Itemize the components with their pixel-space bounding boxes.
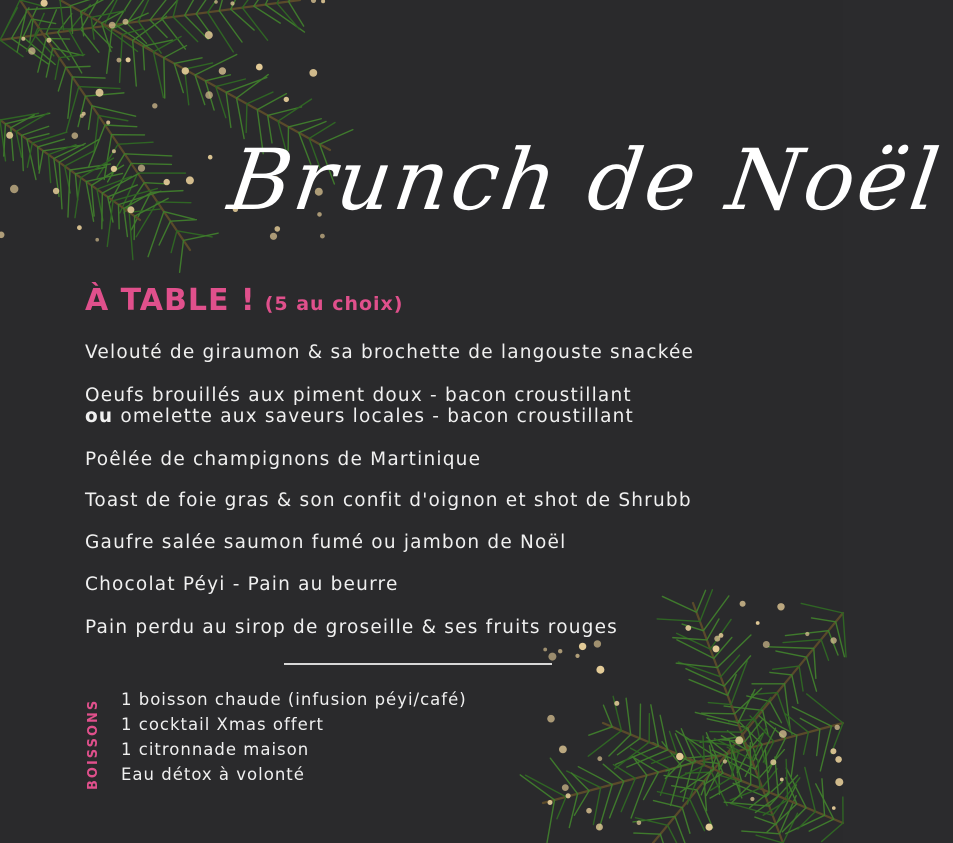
- menu-item: Pain perdu au sirop de groseille & ses fruits rouges: [85, 617, 619, 638]
- pine-branch-bottom-right-icon: [543, 603, 843, 843]
- heading-main: À TABLE !: [85, 283, 256, 318]
- menu-item: Velouté de giraumon & sa brochette de langouste snackée: [85, 342, 695, 363]
- drink-item: 1 cocktail Xmas offert: [121, 715, 324, 734]
- heading-sub: (5 au choix): [264, 293, 404, 315]
- menu-item: Poêlée de champignons de Martinique: [85, 449, 482, 470]
- menu-item: Oeufs brouillés aux piment doux - bacon croustillant: [85, 385, 632, 406]
- menu-item-alternative: [85, 406, 634, 427]
- drink-item: Eau détox à volonté: [121, 765, 305, 784]
- drinks-label: BOISSONS: [86, 698, 101, 790]
- drink-item: 1 citronnade maison: [121, 740, 310, 759]
- divider: [284, 663, 552, 665]
- menu-item-text: omelette aux saveurs locales - bacon croustillant: [120, 406, 635, 427]
- section-heading: [85, 283, 404, 318]
- drink-item: 1 boisson chaude (infusion péyi/café): [121, 690, 467, 709]
- menu-title: Brunch de Noël: [223, 131, 948, 229]
- or-word: ou: [85, 406, 114, 427]
- menu-item: Chocolat Péyi - Pain au beurre: [85, 574, 399, 595]
- menu-item: Gaufre salée saumon fumé ou jambon de Noël: [85, 532, 567, 553]
- menu-item: Toast de foie gras & son confit d'oignon et shot de Shrubb: [85, 490, 692, 511]
